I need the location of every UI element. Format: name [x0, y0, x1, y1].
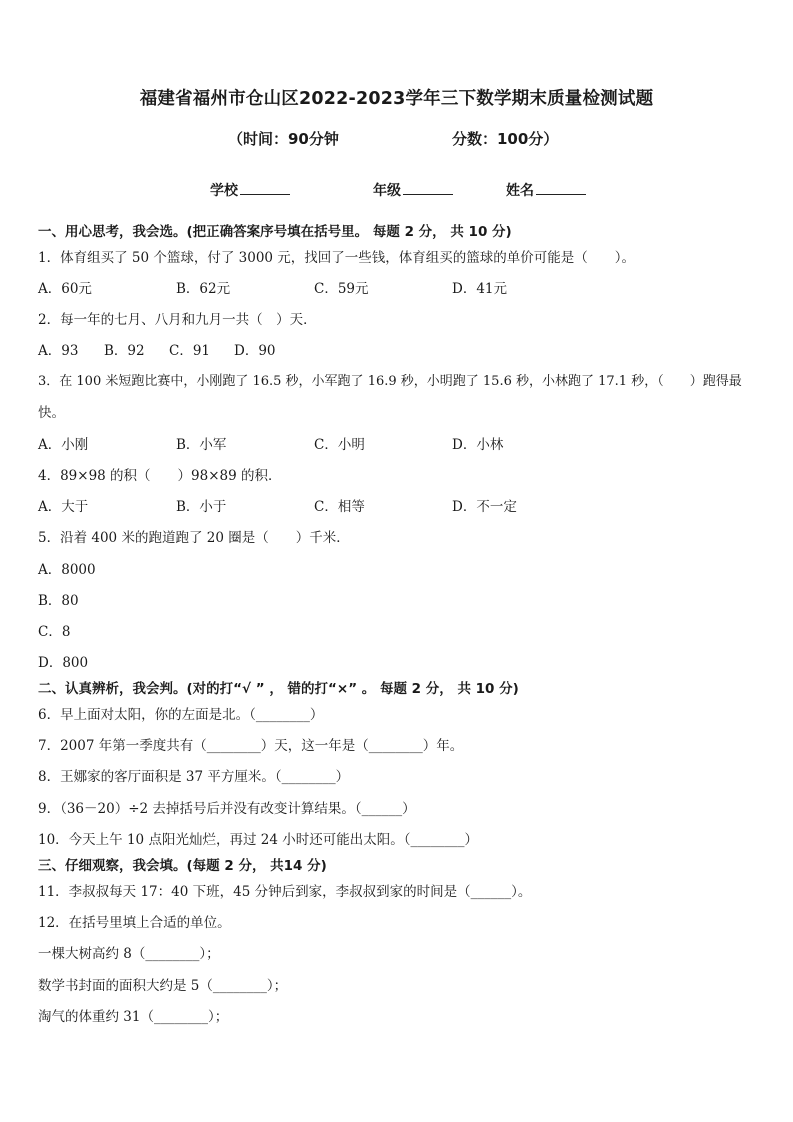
- section-1-heading: 一、用心思考，我会选。(把正确答案序号填在括号里。 每题 2 分， 共 10 分): [38, 224, 512, 240]
- question-2: 2．每一年的七月、八月和九月一共（ ）天．: [38, 312, 317, 328]
- section-2-heading: 二、认真辨析，我会判。(对的打“√ ” ， 错的打“×” 。 每题 2 分， 共 10 分): [38, 681, 519, 697]
- question-8: 8．王娜家的客厅面积是 37 平方厘米。（________）: [38, 769, 350, 785]
- grade-label: 年级: [373, 183, 401, 199]
- school-blank[interactable]: [240, 180, 290, 195]
- question-12: 12．在括号里填上合适的单位。: [38, 915, 231, 931]
- question-9: 9．（36－20）÷2 去掉括号后并没有改变计算结果。（______）: [38, 801, 416, 817]
- q2-option-d[interactable]: D．90: [234, 343, 276, 359]
- grade-field: [373, 180, 453, 200]
- question-12-weight: 淘气的体重约 31（________）；: [38, 1009, 229, 1025]
- q2-option-c[interactable]: C．91: [169, 343, 211, 359]
- exam-score: 分数：100分）: [452, 130, 559, 148]
- q5-option-d[interactable]: D．800: [38, 655, 89, 671]
- q1-option-b[interactable]: B．62元: [176, 281, 231, 297]
- q2-option-a[interactable]: A．93: [38, 343, 79, 359]
- question-3-line-1: 3．在 100 米短跑比赛中，小刚跑了 16.5 秒，小军跑了 16.9 秒，小明跑了 15.6 秒，小林跑了 17.1 秒，（ ）跑得最: [38, 374, 742, 389]
- question-11: 11．李叔叔每天 17：40 下班，45 分钟后到家，李叔叔到家的时间是（______）。: [38, 884, 532, 900]
- q1-option-c[interactable]: C．59元: [314, 281, 369, 297]
- school-label: 学校: [210, 183, 238, 199]
- exam-time: （时间：90分钟: [228, 130, 339, 148]
- question-12-book: 数学书封面的面积大约是 5（________）；: [38, 978, 288, 994]
- section-3-heading: 三、仔细观察，我会填。(每题 2 分， 共14 分): [38, 858, 327, 874]
- question-3-line-2: 快。: [38, 405, 65, 421]
- q3-option-a[interactable]: A．小刚: [38, 437, 89, 453]
- q5-option-b[interactable]: B．80: [38, 593, 79, 609]
- question-12-tree: 一棵大树高约 8（________）；: [38, 946, 220, 962]
- q4-option-b[interactable]: B．小于: [176, 499, 227, 515]
- q4-option-c[interactable]: C．相等: [314, 499, 365, 515]
- q3-option-b[interactable]: B．小军: [176, 437, 227, 453]
- q4-option-d[interactable]: D．不一定: [452, 499, 517, 515]
- name-blank[interactable]: [536, 180, 586, 195]
- q5-option-c[interactable]: C．8: [38, 624, 71, 640]
- question-5: 5．沿着 400 米的跑道跑了 20 圈是（ ）千米．: [38, 530, 350, 546]
- q4-option-a[interactable]: A．大于: [38, 499, 89, 515]
- q3-option-c[interactable]: C．小明: [314, 437, 365, 453]
- q1-option-a[interactable]: A．60元: [38, 281, 92, 297]
- exam-title: 福建省福州市仓山区2022-2023学年三下数学期末质量检测试题: [139, 89, 654, 109]
- q1-option-d[interactable]: D．41元: [452, 281, 508, 297]
- grade-blank[interactable]: [403, 180, 453, 195]
- name-field: [506, 180, 586, 200]
- q3-option-d[interactable]: D．小林: [452, 437, 504, 453]
- question-6: 6．早上面对太阳，你的左面是北。（________）: [38, 707, 324, 723]
- question-7: 7．2007 年第一季度共有（________）天，这一年是（________）年。: [38, 738, 464, 754]
- name-label: 姓名: [506, 183, 534, 199]
- q2-option-b[interactable]: B．92: [104, 343, 145, 359]
- question-4: 4．89×98 的积（ ）98×89 的积．: [38, 468, 282, 484]
- question-10: 10．今天上午 10 点阳光灿烂，再过 24 小时还可能出太阳。（________）: [38, 832, 478, 848]
- question-1: 1．体育组买了 50 个篮球，付了 3000 元，找回了一些钱，体育组买的篮球的单价可能是（ ）。: [38, 250, 636, 266]
- school-field: [210, 180, 290, 200]
- q5-option-a[interactable]: A．8000: [38, 562, 96, 578]
